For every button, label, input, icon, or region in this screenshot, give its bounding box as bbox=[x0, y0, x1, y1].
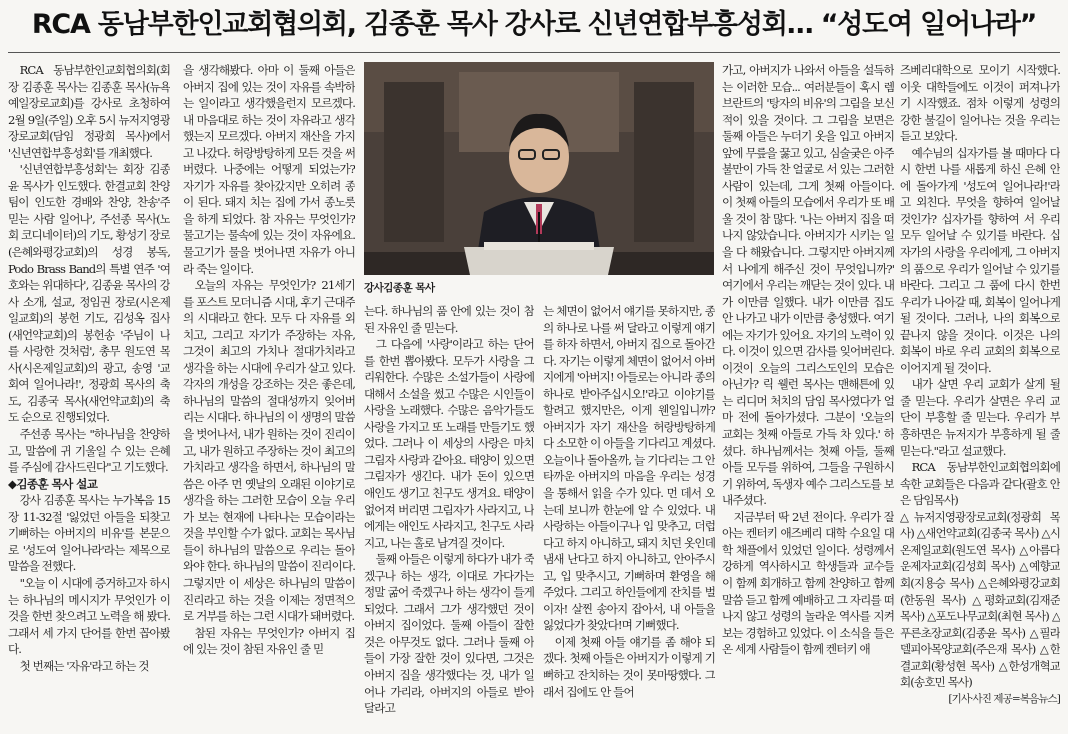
paragraph: 그 다음에 '사랑'이라고 하는 단어를 한번 뽑아봤다. 모두가 사랑을 그리워한다. 수많은 소설가들이 사랑에 대해서 소설을 썼고 수많은 시인들이 사랑을 노래했다. 수많은 음악가들도 사랑을 가지고 또 노래를 만들기도 했었다. 그러나 이 세상의 사랑은 마치 그림자 사랑과 같아요. 태양이 있으면 그림자가 생긴다. 내가 돈이 있으면 애인도 생기고 친구도 생겨요. 태양이 없어져 버리면 그림자가 사라지고, 나에게는 애인도 사라지고, 친구도 사라지고, 나는 홀로 남겨질 것이다. bbox=[364, 337, 534, 550]
article-column-1 bbox=[8, 62, 170, 730]
paragraph: 참된 자유는 무엇인가? 아버지 집에 있는 것이 참된 자유인 줄 믿 bbox=[183, 625, 355, 657]
article-column-4 bbox=[543, 303, 715, 730]
photo-caption: 강사김종훈 목사 bbox=[364, 282, 435, 294]
paragraph: '신년연합부흥성회'는 회장 김종윤 목사가 인도했다. 한결교회 찬양팀이 인도한 경배와 찬양, 찬송'주 믿는 사람 일어나', 주선종 목사(노회 코디네이터)의 기도, 황성기 장로(은혜와평강교회)의 성경 봉독, Podo Brass Band의 특별 연주 '여호와는 위대하다', 김종윤 목사의 강사 소개, 설교, 정임권 장로(시온제일교회)의 봉헌 기도, 김성옥 집사(새언약교회)의 봉헌송 '주님이 나를 사랑한 것처럼', 총무 원도연 목사(시온제일교회)의 광고, 송영 '교회여 일어나라!', 정광희 목사의 축도, 김종국 목사(새언약교회)의 축도 순으로 진행되었다. bbox=[8, 162, 170, 425]
paragraph: 첫 번째는 '자유'라고 하는 것 bbox=[19, 658, 149, 673]
paragraph: RCA 동남부한인교회협의회(회장 김종훈 목사는 김종훈 목사(뉴욕예일장로교회)를 강사로 초청하여 2월 9일(주일) 오후 5시 뉴저지영광장로교회(담임 정광희 목사)에서 '신년연합부흥성회'를 개최했다. bbox=[8, 63, 170, 160]
paragraph: 가고, 아버지가 나와서 아들을 설득하는 이러한 모습... 여러분들이 혹시 렘브란트의 '탕자의 비유'의 그림을 보신 적이 있을 것이다. 그 그림을 보면은 둘째 아들은 누더기 옷을 입고 아버지 앞에 무릎을 꿇고 있고, 심술궂은 아주 불만이 가득 찬 얼굴로 서 있는 그러한 사람이 있는데, 그게 첫째 아들이다. 이 첫째 아들의 모습에서 우리가 또 배울 것이 참 많다. '나는 아버지 집을 떠나지 않았습니다. 아버지가 시키는 일을 다 해왔습니다. 그렇지만 아버지께서 나에게 해주신 것이 무엇입니까?' 여기에서 우리는 깨닫는 것이 있다. 내가 이만큼 일했다. 내가 이만큼 집도 안 나가고 내가 이만큼 충성했다. 여기에는 자기가 있어요. 자기의 노력이 있다. 이것이 있으면 감사를 잊어버린다. 이것이 오늘의 그리스도인의 모습은 아닌가? 릭 웰런 목사는 맨해튼에 있는 리디머 처치의 담임 목사였다가 얼마 전에 돌아가셨다. 그분이 '오늘의 교회는 첫째 아들로 가득 차 있다.' 하셨다. 하나님께서는 첫째 아들, 둘째 아들 모두를 위하여, 그들을 구원하시기 위하여, 독생자 예수 그리스도를 보내주셨다. bbox=[722, 63, 894, 508]
speaker-photo bbox=[364, 62, 714, 275]
page-headline: RCA 동남부한인교회협의회, 김종훈 목사 강사로 신년연합부흥성회… “성도여 일어나라” bbox=[31, 9, 1037, 40]
paragraph: 을 생각해봤다. 아마 이 둘째 아들은 아버지 집에 있는 것이 자유를 속박하는 일이라고 생각했을런지 모르겠다. 내 마음대로 하는 것이 자유라고 생각했는지 모르겠다. 아버지 재산을 가지고 나갔다. 허랑방탕하게 모든 것을 써 버렸다. 나중에는 어떻게 되었는가? 자기가 자유를 찾아갔지만 오히려 종이 된다. 돼지 치는 집에 가서 종노릇을 하게 되었다. 참 자유는 무엇인가? 물고기는 물속에 있는 것이 자유에요. 물고기가 물을 벗어나면 자유가 아니라 죽는 일이다. bbox=[183, 63, 355, 276]
article-column-3 bbox=[364, 303, 534, 730]
paragraph: 는다. 하나님의 품 안에 있는 것이 참된 자유인 줄 믿는다. bbox=[364, 304, 534, 335]
paragraph: 강사 김종훈 목사는 누가복음 15장 11-32절 '잃었던 아들을 되찾고 기뻐하는 아버지의 비유'를 본문으로 '성도여 일어나라'라는 제목으로 말씀을 전했다. bbox=[8, 493, 170, 574]
paragraph: 내가 살면 우리 교회가 살게 될 줄 믿는다. 우리가 살면은 우리 교단이 부흥할 줄 믿는다. 우리가 부흥하면은 뉴저지가 부흥하게 될 줄 믿는다."라고 설교했다. bbox=[900, 377, 1060, 458]
paragraph: 이제 첫째 아들 얘기를 좀 해야 되겠다. 첫째 아들은 아버지가 이렇게 기뻐하고 잔치하는 것이 못마땅했다. 그래서 집에도 안 들어 bbox=[543, 634, 715, 699]
paragraph: 즈베리대학으로 모이기 시작했다. 이웃 대학들에도 이것이 퍼져나가기 시작했죠. 점차 이렇게 성령의 강한 불길이 일어나는 것을 우리는 듣고 보았다. bbox=[900, 63, 1060, 144]
paragraph: RCA 동남부한인교회협의회에 속한 교회들은 다음과 같다(괄호 안은 담임목사) bbox=[900, 460, 1060, 508]
speaker-photo-illustration bbox=[364, 62, 714, 275]
article-credit: [기사·사진 제공=복음뉴스] bbox=[948, 692, 1060, 705]
paragraph: 는 체면이 없어서 얘기를 못하지만, 종의 하나로 나를 써 달라고 이렇게 얘기를 하자 하면서, 아버지 집으로 돌아간다. 자기는 이렇게 체면이 없어서 아버지에게 '아버지! 아들로는 아니라 종의 하나로 받아주십시오!'라고 이야기를 할려고 했지만은, 이게 웬일입니까? 아버지가 자기 재산을 허랑방탕하게 다 소모한 이 아들을 기다리고 계셨다. 오늘이나 돌아올까, 늘 기다리는 그 안타까운 아버지의 마음을 우리는 성경을 통해서 읽을 수가 있다. 먼 데서 오는데 보니까 한눈에 알 수 있었다. 내 사랑하는 아들이구나 입 맞추고, 더럽다고 하지 아니하고, 돼지 치던 옷인데 냄새 난다고 하지 아니하고, 안아주시고, 입 맞추시고, 기뻐하며 환영을 해 주었다. 그리고 하인들에게 잔치를 벌이자! 살찐 송아지 잡아서, 내 아들을 잃었다가 찾았다!며 기뻐했다. bbox=[543, 304, 715, 633]
article-column-6 bbox=[900, 62, 1060, 730]
paragraph: 예수님의 십자가를 볼 때마다 다시 한번 나를 새롭게 하신 은혜 안에 돌아가게 '성도여 일어나라!'라고 외친다. 무엇을 향하여 일어날 것인가? 십자가를 향하여 서 우리 모두 일어날 수 있기를 바란다. 십자가의 사랑을 우리에게, 그 아버지의 품으로 우리가 일어날 수 있기를 바란다. 그리고 그 품에 다시 한번 우리가 나아갈 때, 회복이 일어나게 될 것이다. 그러나, 나의 회복으로 끝나지 않을 것이다. 이것은 나의 회복이 바로 우리 교회의 회복으로 이어지게 될 것이다. bbox=[900, 145, 1060, 375]
paragraph: 지금부터 딱 2년 전이다. 우리가 잘 아는 켄터키 애즈베리 대학 수요일 대학 채플에서 있었던 일이다. 성령께서 강하게 역사하시고 학생들과 교수들이 함께 회개하고 함께 찬양하고 함께 말씀 듣고 함께 예배하고 그 자리를 떠나지 않고 성령의 놀라운 역사를 지켜보는 경험하고 있었다. 이 소식을 들은 온 세계 사람들이 함께 켄터키 애 bbox=[722, 509, 894, 657]
church-list: △뉴저지영광장로교회(정광희 목사) △새언약교회(김종국 목사) △시온제일교회(원도연 목사) △아름다운제자교회(김성희 목사) △예향교회(지용승 목사) △은혜와평강교회(한동원 목사) △평화교회(김재준 목사) △포도나무교회(최현 목사) △푸른초장교회(김종윤 목사) △필라델피아목양교회(주은재 목사) △한결교회(황성현 목사) △한성개혁교회(송호민 목사) bbox=[900, 509, 1060, 690]
paragraph: "오늘 이 시대에 증거하고자 하시는 하나님의 메시지가 무엇인가 이것을 한번 찾으려고 노력을 해 봤다. 그래서 세 가지 단어를 한번 꼽아봤다. bbox=[8, 575, 170, 657]
paragraph: 주선종 목사는 "하나님을 찬양하고, 말씀에 귀 기울일 수 있는 은혜를 주심에 감사드린다"고 기도했다. bbox=[8, 427, 170, 475]
paragraph: 오늘의 자유는 무엇인가? 21세기를 포스트 모더니즘 시대, 후기 근대주의 시대라고 한다. 모두 다 자유를 외치고, 그리고 자기가 주장하는 자유, 그것이 최고의 가치나 절대가치라고 생각을 하는 시대에 우리가 살고 있다. 각자의 개성을 강조하는 것은 좋은데, 하나님의 말씀의 절대성까지 잊어버리는 시대다. 하나님의 이 생명의 말씀을 벗어나서, 내가 원하는 것이 진리이고, 내가 원하고 주장하는 것이 최고의 가치라고 생각을 하면서, 하나님의 말씀은 아주 먼 옛날의 오래된 이야기로 생각을 하는 그러한 모습이 오늘 우리가 보는 현재에 나타나는 모습이라는 것을 부인할 수가 없다. 교회는 목사님들이 하나님의 말씀으로 우리는 돌아와야 한다. 하나님의 말씀이 진리이다. 그렇지만 이 세상은 하나님의 말씀이 진리라고 하는 것을 이제는 정면적으로 거부를 하는 그런 시대가 돼버렸다. bbox=[183, 278, 355, 624]
paragraph: 둘째 아들은 이렇게 하다가 내가 죽겠구나 하는 생각, 이대로 가다가는 정말 굶어 죽겠구나 하는 생각이 들게 되었다. 그래서 그가 생각했던 것이 아버지 집이었다. 둘째 아들이 잘한 것은 아무것도 없다. 그러나 둘째 아들이 가장 잘한 것이 있다면, 그것은 아버지 집을 생각했다는 것, 내가 일어나 가리라, 아버지의 아들로 받아 달라고 bbox=[364, 552, 534, 716]
subheading: ◆김종훈 목사 설교 bbox=[8, 476, 98, 491]
article-column-2 bbox=[183, 62, 355, 730]
headline-divider bbox=[8, 52, 1060, 53]
article-column-5 bbox=[722, 62, 894, 730]
